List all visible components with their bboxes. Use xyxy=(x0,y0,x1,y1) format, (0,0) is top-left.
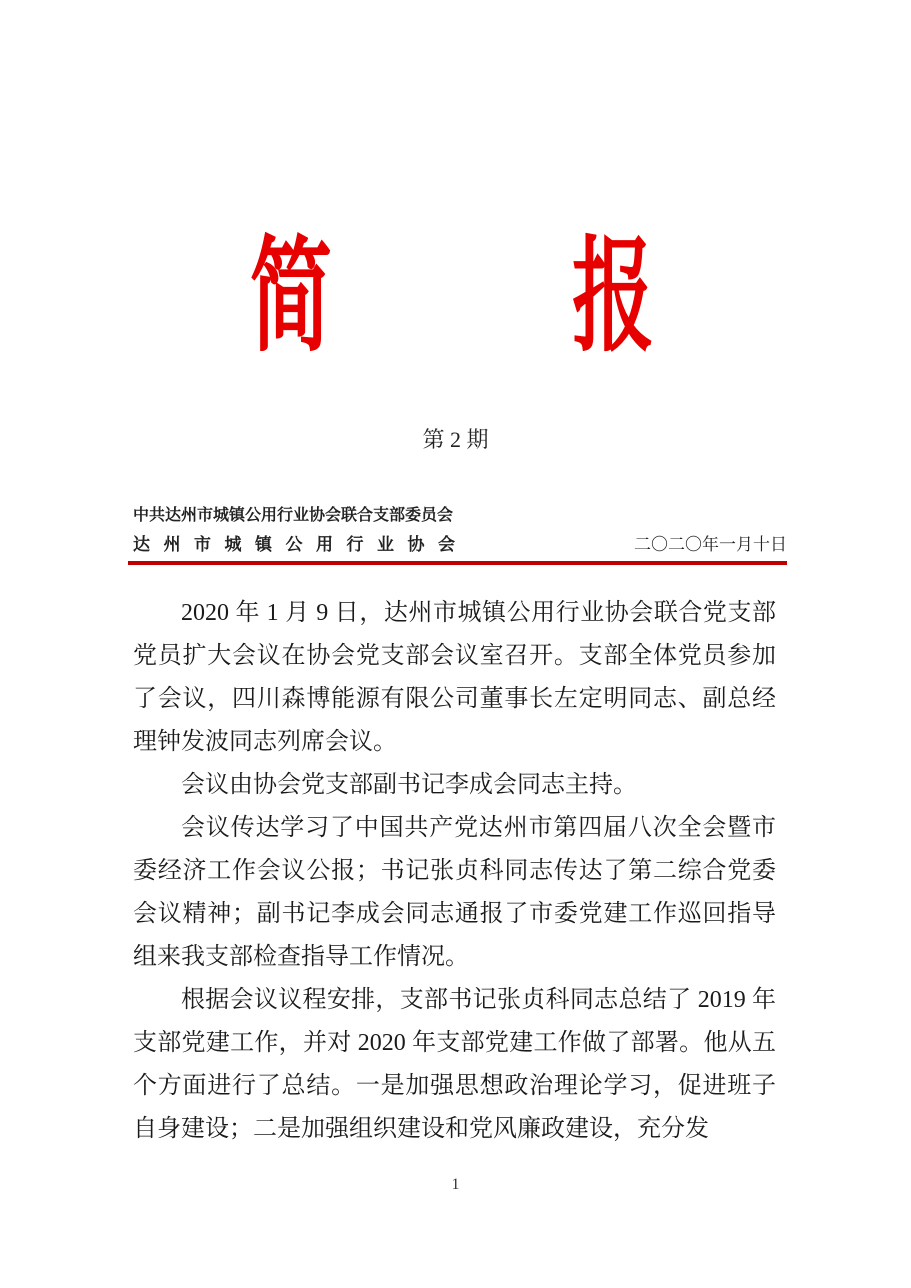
masthead-row xyxy=(133,533,787,557)
issue-date: 二〇二〇年一月十日 xyxy=(634,535,787,554)
page-number: 1 xyxy=(451,1176,460,1193)
body-paragraph-2: 会议由协会党支部副书记李成会同志主持。 xyxy=(181,772,637,798)
bulletin-title-char-right: 报 xyxy=(572,229,654,366)
body-paragraph-4: 根据会议议程安排，支部书记张贞科同志总结了 2019 年支部党建工作，并对 2020 年支部党建工作做了部署。他从五个方面进行了总结。一是加强思想政治理论学习，促进班子自身建设；二是加强组织建设和党风廉政建设，充分发 xyxy=(133,987,776,1142)
bulletin-title-char-left: 简 xyxy=(250,229,332,366)
masthead-divider-rule xyxy=(128,561,787,565)
issuing-committee-name: 中共达州市城镇公用行业协会联合支部委员会 xyxy=(133,507,454,524)
body-paragraph-3: 会议传达学习了中国共产党达州市第四届八次全会暨市委经济工作会议公报；书记张贞科同志传达了第二综合党委会议精神；副书记李成会同志通报了市委党建工作巡回指导组来我支部检查指导工作情况。 xyxy=(133,815,776,970)
association-name: 达州市城镇公用行业协会 xyxy=(133,535,455,554)
bulletin-body xyxy=(133,592,776,1151)
body-paragraph-1: 2020 年 1 月 9 日，达州市城镇公用行业协会联合党支部党员扩大会议在协会党支部会议室召开。支部全体党员参加了会议，四川森博能源有限公司董事长左定明同志、副总经理钟发波同志列席会议。 xyxy=(133,600,776,755)
bulletin-title xyxy=(250,229,654,366)
issue-number: 第 2 期 xyxy=(422,427,489,452)
